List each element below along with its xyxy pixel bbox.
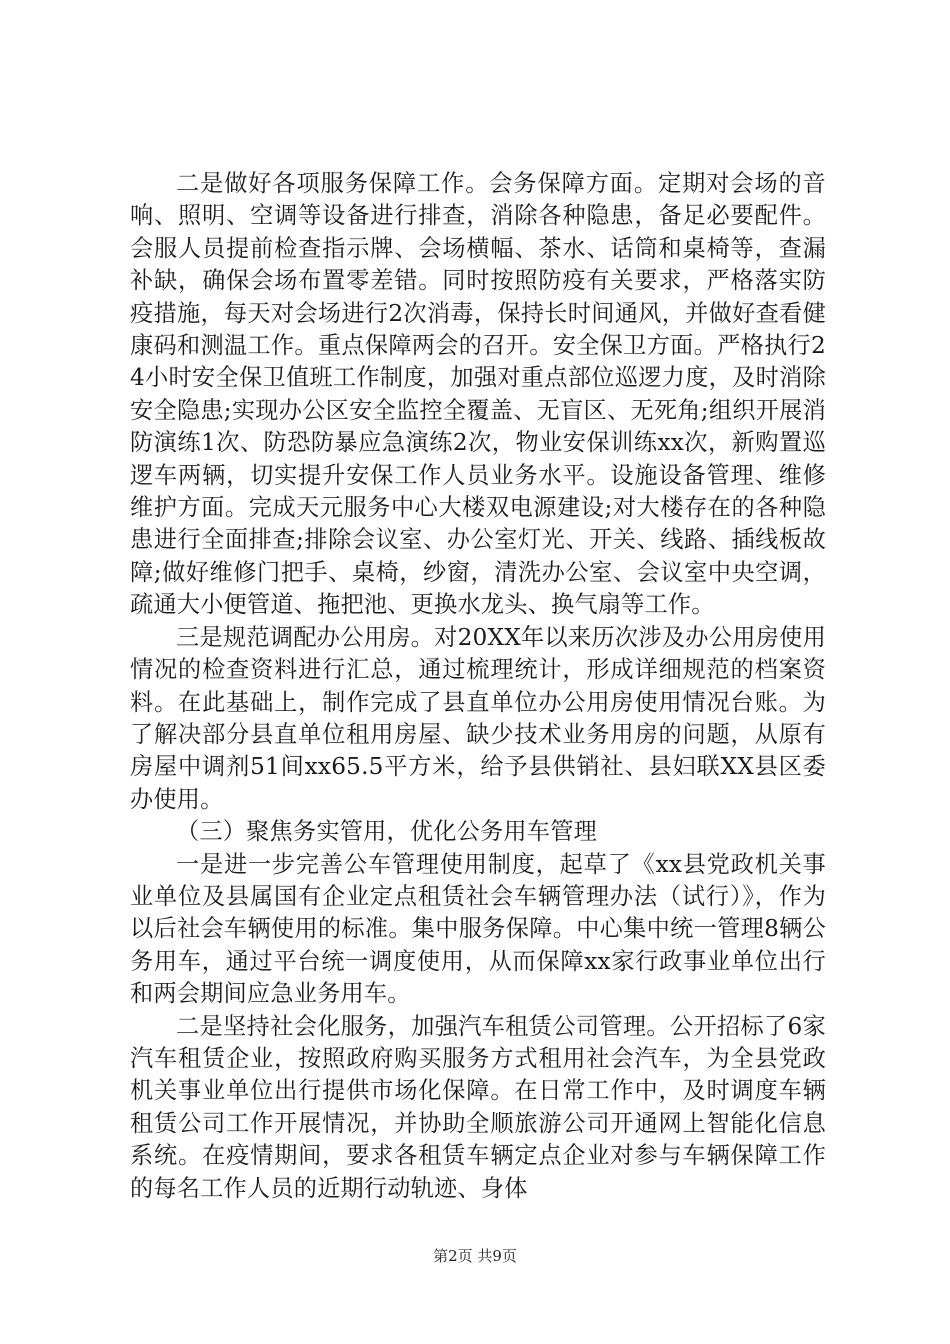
paragraph-vehicle-system: 一是进一步完善公车管理使用制度，起草了《xx县党政机关事业单位及县属国有企业定点租赁社会车辆管理办法（试行）》，作为以后社会车辆使用的标准。集中服务保障。中心集中统一管理8辆公务用车，通过平台统一调度使用，从而保障xx家行政事业单位出行和两会期间应急业务用车。 xyxy=(130,850,826,1008)
page-footer: 第2页 共9页 xyxy=(433,1247,517,1265)
paragraph-service-guarantee: 二是做好各项服务保障工作。会务保障方面。定期对会场的音响、照明、空调等设备进行排查，消除各种隐患，备足必要配件。会服人员提前检查指示牌、会场横幅、茶水、话筒和桌椅等，查漏补缺，确保会场布置零差错。同时按照防疫有关要求，严格落实防疫措施，每天对会场进行2次消毒，保持长时间通风，并做好查看健康码和测温工作。重点保障两会的召开。安全保卫方面。严格执行24小时安全保卫值班工作制度，加强对重点部位巡逻力度，及时消除安全隐患;实现办公区安全监控全覆盖、无盲区、无死角;组织开展消防演练1次、防恐防暴应急演练2次，物业安保训练xx次，新购置巡逻车两辆，切实提升安保工作人员业务水平。设施设备管理、维修维护方面。完成天元服务中心大楼双电源建设;对大楼存在的各种隐患进行全面排查;排除会议室、办公室灯光、开关、线路、插线板故障;做好维修门把手、桌椅，纱窗，清洗办公室、会议室中央空调，疏通大小便管道、拖把池、更换水龙头、换气扇等工作。 xyxy=(130,170,826,619)
section-heading-vehicle-management: （三）聚焦务实管用，优化公务用车管理 xyxy=(176,818,597,846)
paragraph-office-allocation: 三是规范调配办公用房。对20XX年以来历次涉及办公用房使用情况的检查资料进行汇总，通过梳理统计，形成详细规范的档案资料。在此基础上，制作完成了县直单位办公用房使用情况台账。为了解决部分县直单位租用房屋、缺少技术业务用房的问题，从原有房屋中调剂51间xx65.5平方米，给予县供销社、县妇联XX县区委办使用。 xyxy=(130,623,826,813)
paragraph-rental-management: 二是坚持社会化服务，加强汽车租赁公司管理。公开招标了6家汽车租赁企业，按照政府购买服务方式租用社会汽车，为全县党政机关事业单位出行提供市场化保障。在日常工作中，及时调度车辆租赁公司工作开展情况，并协助全顺旅游公司开通网上智能化信息系统。在疫情期间，要求各租赁车辆定点企业对参与车辆保障工作的每名工作人员的近期行动轨迹、身体 xyxy=(130,1012,826,1202)
document-body xyxy=(130,168,826,1205)
